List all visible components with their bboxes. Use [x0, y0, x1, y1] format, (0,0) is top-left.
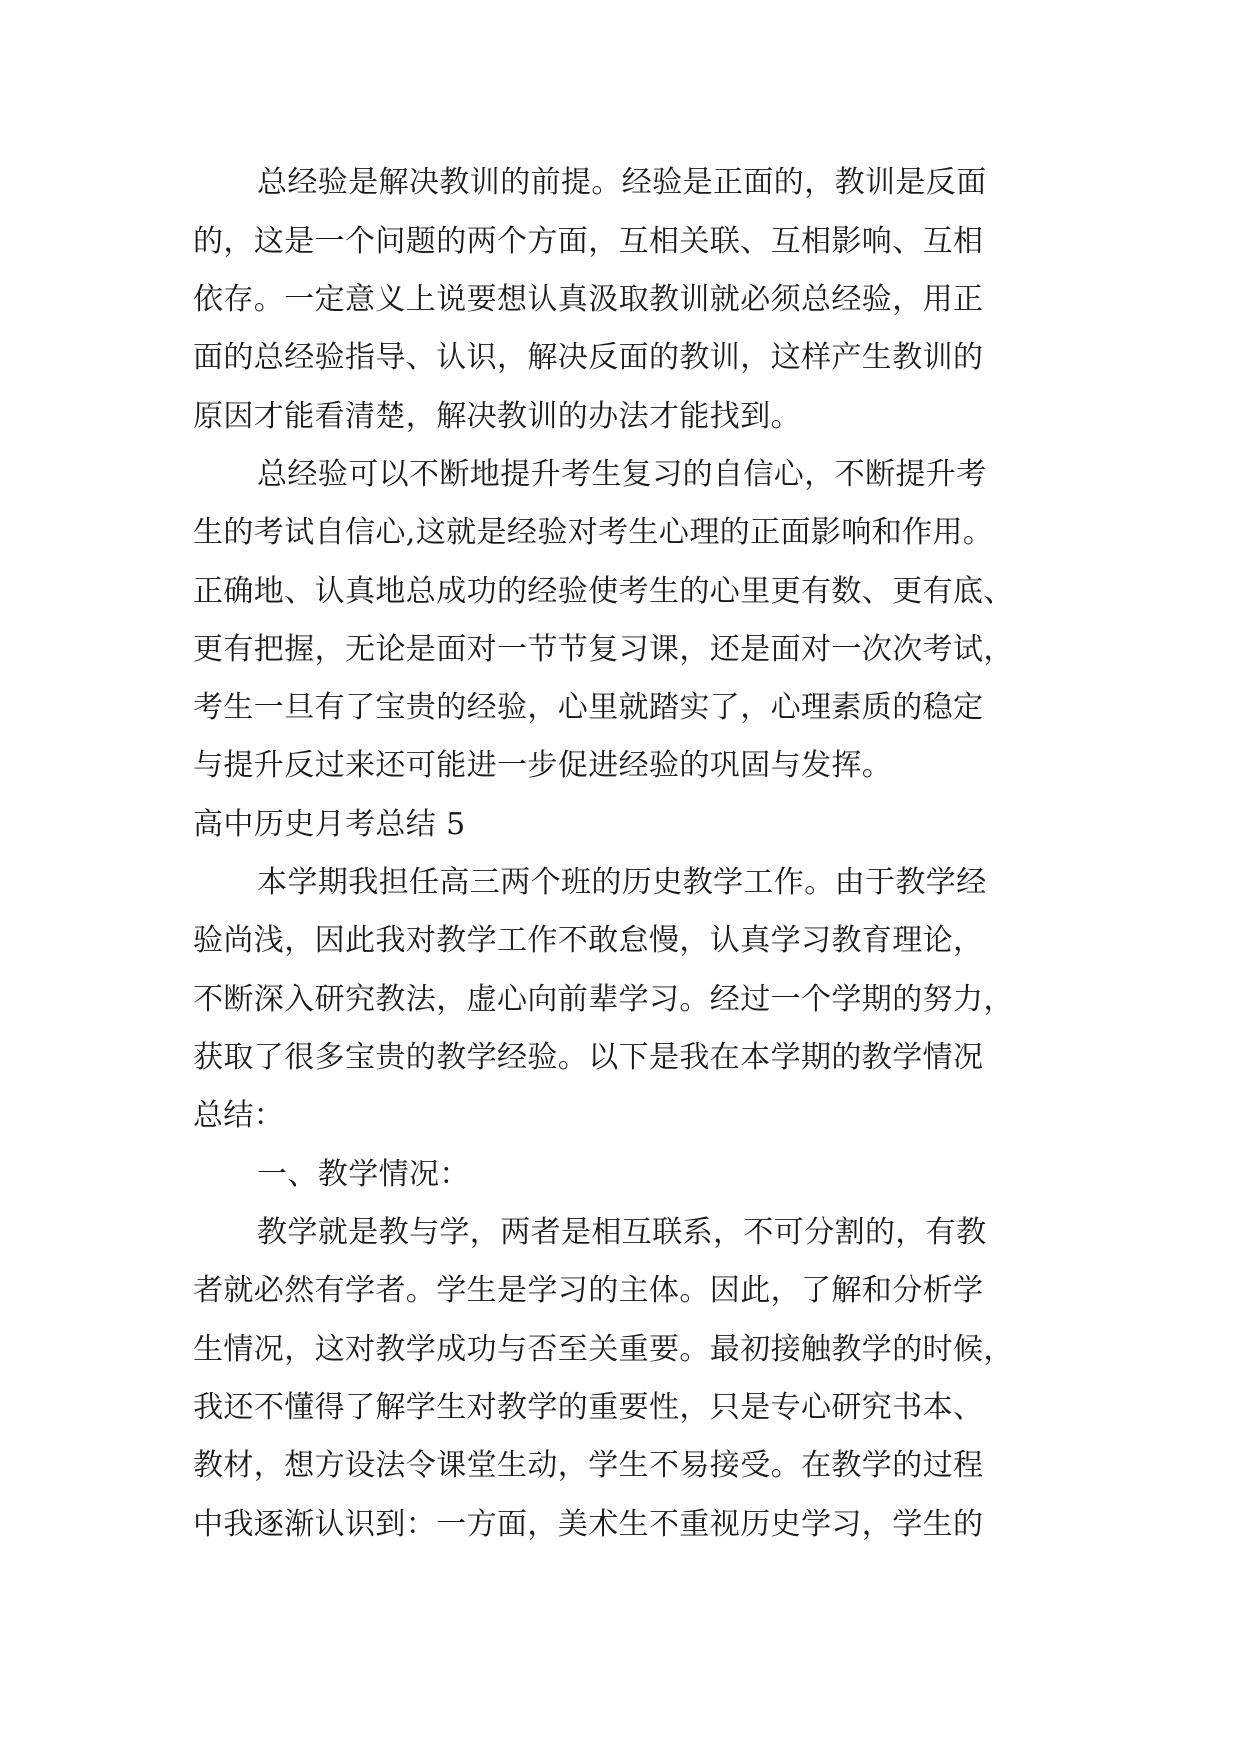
paragraph-line: 总结： — [193, 1098, 285, 1133]
paragraph-line: 我还不懂得了解学生对教学的重要性，只是专心研究书本、 — [193, 1390, 984, 1425]
paragraph-line: 生情况，这对教学成功与否至关重要。最初接触教学的时候， — [193, 1332, 1014, 1367]
paragraph-line: 正确地、认真地总成功的经验使考生的心里更有数、更有底、 — [193, 574, 1014, 609]
paragraph-line: 依存。一定意义上说要想认真汲取教训就必须总经验，用正 — [193, 282, 984, 317]
paragraph-line: 总经验是解决教训的前提。经验是正面的，教训是反面 — [257, 165, 987, 200]
paragraph-line: 更有把握，无论是面对一节节复习课，还是面对一次次考试， — [193, 632, 1014, 667]
paragraph-line: 原因才能看清楚，解决教训的办法才能找到。 — [193, 399, 801, 434]
section-heading: 高中历史月考总结 5 — [193, 807, 466, 842]
paragraph-line: 考生一旦有了宝贵的经验，心里就踏实了，心理素质的稳定 — [193, 690, 984, 725]
paragraph-line: 者就必然有学者。学生是学习的主体。因此，了解和分析学 — [193, 1273, 984, 1308]
paragraph-line: 的，这是一个问题的两个方面，互相关联、互相影响、互相 — [193, 224, 984, 259]
paragraph-line: 教材，想方设法令课堂生动，学生不易接受。在教学的过程 — [193, 1448, 984, 1483]
paragraph-line: 验尚浅，因此我对教学工作不敢怠慢，认真学习教育理论， — [193, 923, 984, 958]
paragraph-line: 生的考试自信心,这就是经验对考生心理的正面影响和作用。 — [193, 515, 994, 550]
paragraph-line: 面的总经验指导、认识，解决反面的教训，这样产生教训的 — [193, 340, 984, 375]
subsection-heading: 一、教学情况： — [257, 1157, 470, 1192]
paragraph-line: 获取了很多宝贵的教学经验。以下是我在本学期的教学情况 — [193, 1040, 984, 1075]
paragraph-line: 中我逐渐认识到：一方面，美术生不重视历史学习，学生的 — [193, 1507, 984, 1542]
paragraph-line: 教学就是教与学，两者是相互联系，不可分割的，有教 — [257, 1215, 987, 1250]
paragraph-line: 不断深入研究教法，虚心向前辈学习。经过一个学期的努力， — [193, 982, 1014, 1017]
paragraph-line: 与提升反过来还可能进一步促进经验的巩固与发挥。 — [193, 748, 893, 783]
paragraph-line: 本学期我担任高三两个班的历史教学工作。由于教学经 — [257, 865, 987, 900]
paragraph-line: 总经验可以不断地提升考生复习的自信心，不断提升考 — [257, 457, 987, 492]
